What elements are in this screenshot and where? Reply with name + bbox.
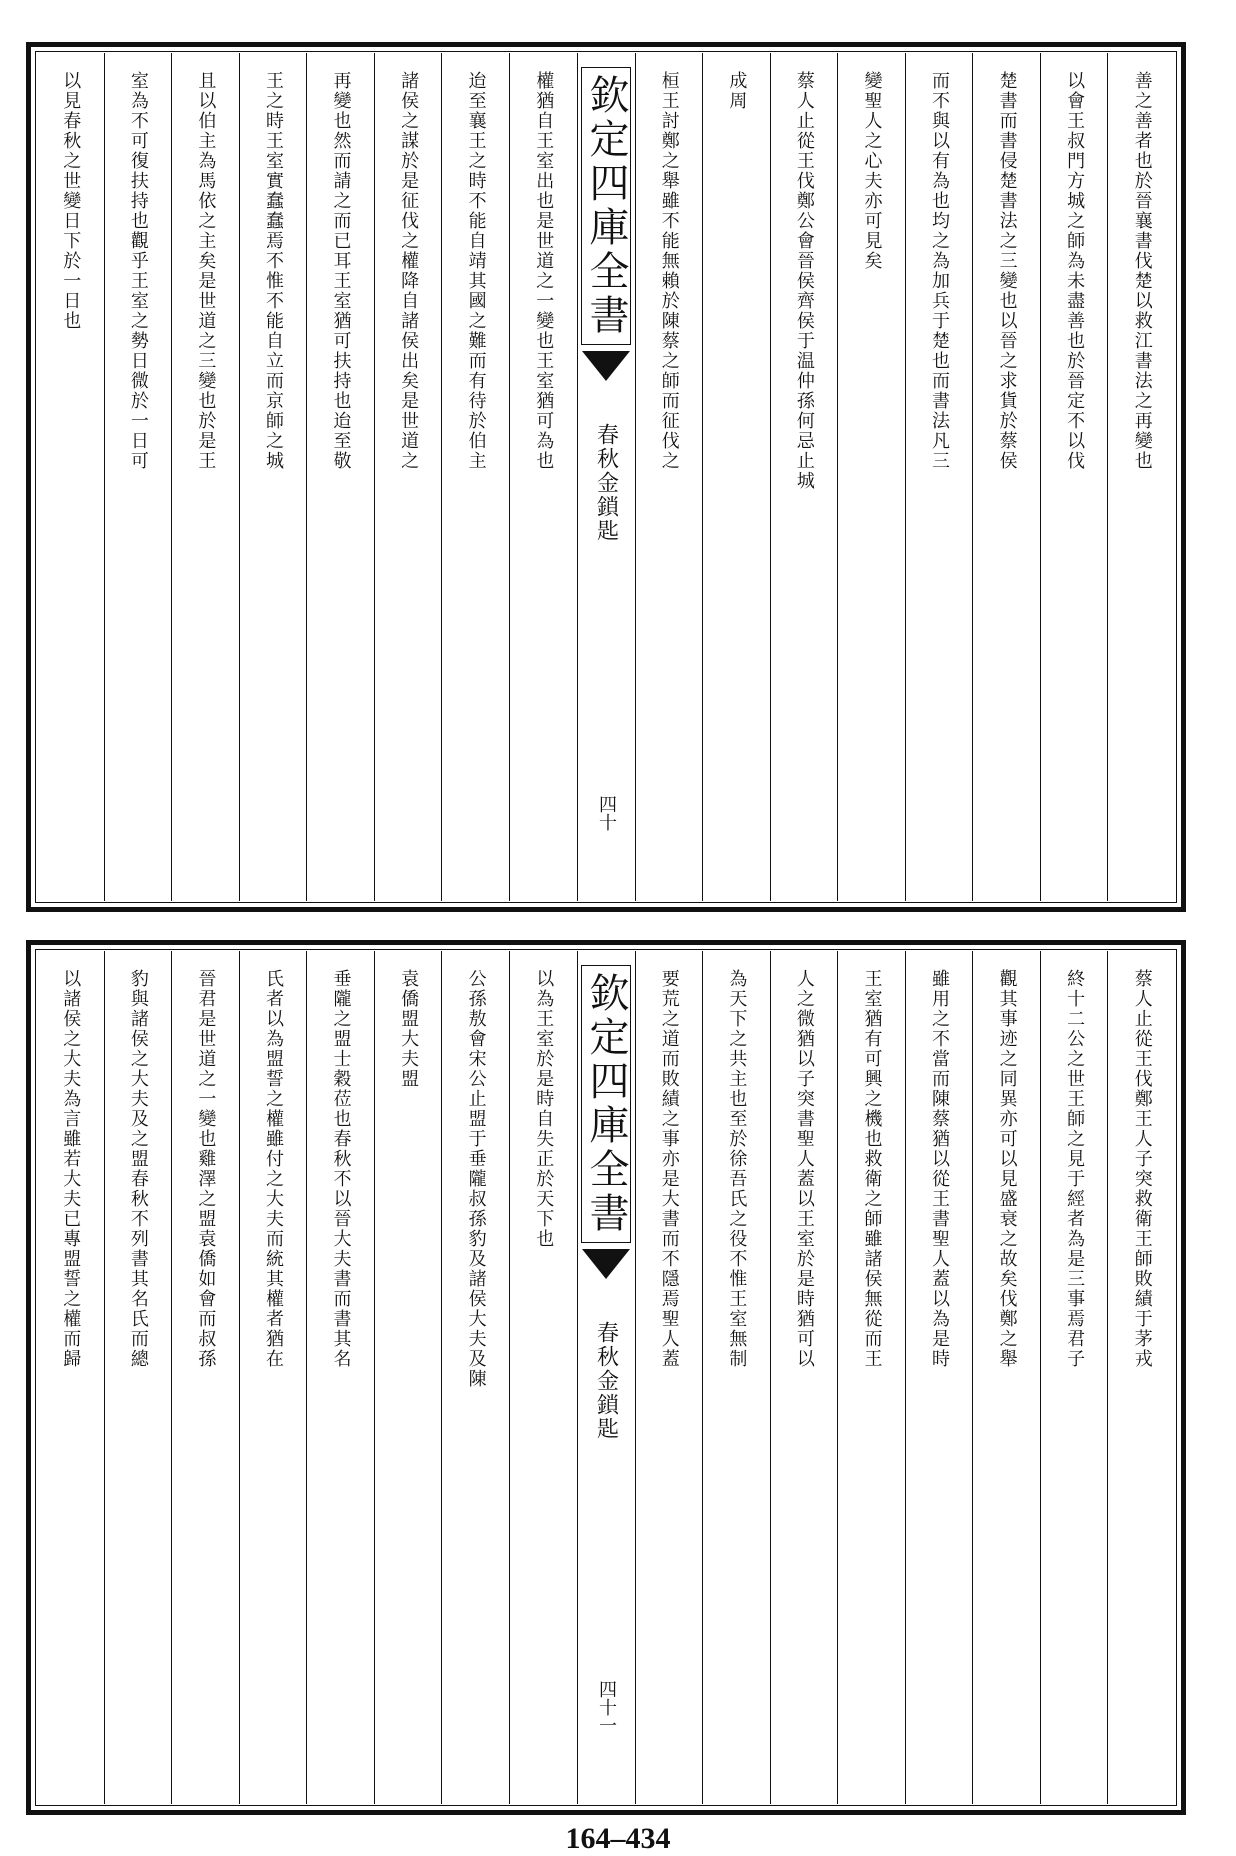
text-column: 為天下之共主也至於徐吾氏之役不惟王室無制 bbox=[703, 951, 771, 1804]
collection-title: 欽定四庫全書 bbox=[581, 965, 631, 1243]
text-column: 桓王討鄭之舉雖不能無賴於陳蔡之師而征伐之 bbox=[636, 53, 704, 901]
text-column: 以見春秋之世變日下於一日也 bbox=[37, 53, 105, 901]
fold-column bbox=[578, 951, 636, 1804]
book-title: 春秋金鎖匙 bbox=[593, 1321, 619, 1441]
text-column: 觀其事迹之同異亦可以見盛衰之故矣伐鄭之舉 bbox=[973, 951, 1041, 1804]
text-column: 室為不可復扶持也觀乎王室之勢日微於一日可 bbox=[105, 53, 173, 901]
fold-column bbox=[578, 53, 636, 901]
text-column: 迨至襄王之時不能自靖其國之難而有待於伯主 bbox=[442, 53, 510, 901]
text-column: 再變也然而請之而已耳王室猶可扶持也迨至敬 bbox=[307, 53, 375, 901]
text-column: 王室猶有可興之機也救衛之師雖諸侯無從而王 bbox=[838, 951, 906, 1804]
text-column: 袁僑盟大夫盟 bbox=[375, 951, 443, 1804]
text-column: 以為王室於是時自失正於天下也 bbox=[510, 951, 578, 1804]
folio-number: 四十 bbox=[596, 795, 617, 831]
bottom-page bbox=[26, 940, 1186, 1815]
text-column: 公孫敖會宋公止盟于垂隴叔孫豹及諸侯大夫及陳 bbox=[442, 951, 510, 1804]
text-column: 成周 bbox=[703, 53, 771, 901]
text-column: 而不與以有為也均之為加兵于楚也而書法凡三 bbox=[906, 53, 974, 901]
text-column: 人之微猶以子突書聖人蓋以王室於是時猶可以 bbox=[771, 951, 839, 1804]
fishtail-mark-icon bbox=[582, 1249, 630, 1279]
page-number: 164–434 bbox=[565, 1822, 671, 1855]
text-column: 蔡人止從王伐鄭王人子突救衛王師敗績于茅戎 bbox=[1131, 969, 1153, 1369]
text-column: 善之善者也於晉襄書伐楚以救江書法之再變也 bbox=[1131, 71, 1153, 471]
text-column: 且以伯主為馬依之主矣是世道之三變也於是王 bbox=[172, 53, 240, 901]
text-column: 蔡人止從王伐鄭公會晉侯齊侯于温仲孫何忌止城 bbox=[771, 53, 839, 901]
text-column: 以諸侯之大夫為言雖若大夫已專盟誓之權而歸 bbox=[37, 951, 105, 1804]
book-title: 春秋金鎖匙 bbox=[593, 423, 619, 543]
text-column: 晉君是世道之一變也雞澤之盟袁僑如會而叔孫 bbox=[172, 951, 240, 1804]
text-column: 變聖人之心夫亦可見矣 bbox=[838, 53, 906, 901]
text-column: 雖用之不當而陳蔡猶以從王書聖人蓋以為是時 bbox=[906, 951, 974, 1804]
text-column: 垂隴之盟士穀莅也春秋不以晉大夫書而書其名 bbox=[307, 951, 375, 1804]
text-column: 豹與諸侯之大夫及之盟春秋不列書其名氏而總 bbox=[105, 951, 173, 1804]
text-column: 楚書而書侵楚書法之三變也以晉之求貨於蔡侯 bbox=[973, 53, 1041, 901]
collection-title: 欽定四庫全書 bbox=[581, 67, 631, 345]
folio-number: 四十一 bbox=[596, 1680, 617, 1734]
text-column: 終十二公之世王師之見于經者為是三事焉君子 bbox=[1041, 951, 1109, 1804]
fishtail-mark-icon bbox=[582, 351, 630, 381]
text-column: 王之時王室實蠢蠢焉不惟不能自立而京師之城 bbox=[240, 53, 308, 901]
text-column: 諸侯之謀於是征伐之權降自諸侯出矣是世道之 bbox=[375, 53, 443, 901]
text-column: 要荒之道而敗績之事亦是大書而不隱焉聖人蓋 bbox=[636, 951, 704, 1804]
text-column: 權猶自王室出也是世道之一變也王室猶可為也 bbox=[510, 53, 578, 901]
text-column: 以會王叔門方城之師為未盡善也於晉定不以伐 bbox=[1041, 53, 1109, 901]
top-page bbox=[26, 42, 1186, 912]
text-column: 氏者以為盟誓之權雖付之大夫而統其權者猶在 bbox=[240, 951, 308, 1804]
